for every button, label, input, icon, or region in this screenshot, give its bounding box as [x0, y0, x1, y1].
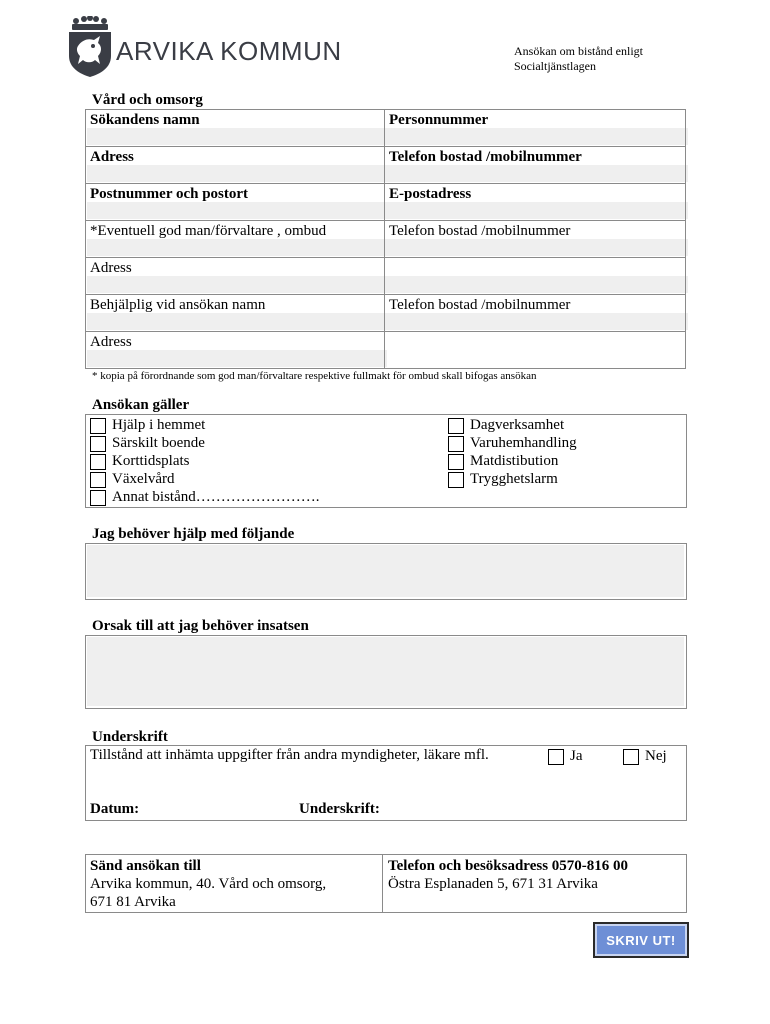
contact-title: Telefon och besöksadress 0570-816 00: [388, 858, 629, 874]
guardian-address-input[interactable]: [87, 276, 387, 293]
option-special-housing[interactable]: Särskilt boende: [90, 434, 205, 452]
section-title-reason: Orsak till att jag behöver insatsen: [92, 618, 309, 634]
helper-cell: [86, 295, 385, 332]
arvika-coat-of-arms-icon: [66, 16, 114, 78]
helper-address-cell: [86, 332, 385, 369]
address-input[interactable]: [87, 165, 387, 182]
phone-input[interactable]: [386, 165, 688, 182]
table-row: [86, 332, 686, 369]
name-cell: [86, 110, 385, 147]
helper-address-label: Adress: [90, 334, 132, 350]
option-shopping[interactable]: Varuhemhandling: [448, 434, 577, 452]
helper-input[interactable]: [87, 313, 387, 330]
name-label: Sökandens namn: [90, 112, 200, 128]
option-short-term[interactable]: Korttidsplats: [90, 452, 190, 470]
checkbox[interactable]: [448, 436, 464, 452]
table-row: [86, 184, 686, 221]
reason-textarea[interactable]: [87, 637, 684, 706]
guardian-address-label: Adress: [90, 260, 132, 276]
postal-input[interactable]: [87, 202, 387, 219]
guardian-phone-cell: [385, 221, 686, 258]
guardian-cell: [86, 221, 385, 258]
table-row: [86, 258, 686, 295]
name-input[interactable]: [87, 128, 387, 145]
phone-cell: [385, 147, 686, 184]
section-title-need: Jag behöver hjälp med följande: [92, 526, 295, 542]
guardian-extra-cell: [385, 258, 686, 295]
table-row: [86, 295, 686, 332]
sign-label: Underskrift:: [299, 801, 380, 817]
helper-phone-cell: [385, 295, 686, 332]
send-to-divider: [382, 854, 383, 912]
send-to-line1: Arvika kommun, 40. Vård och omsorg,: [90, 876, 327, 892]
checkbox[interactable]: [448, 472, 464, 488]
checkbox[interactable]: [90, 472, 106, 488]
need-textarea[interactable]: [87, 545, 684, 597]
contact-line1: Östra Esplanaden 5, 671 31 Arvika: [388, 876, 598, 892]
table-row: [86, 110, 686, 147]
helper-label: Behjälplig vid ansökan namn: [90, 297, 266, 313]
option-safety-alarm[interactable]: Trygghetslarm: [448, 470, 558, 488]
helper-phone-label: Telefon bostad /mobilnummer: [389, 297, 571, 313]
section-title-signature: Underskrift: [92, 729, 168, 745]
email-input[interactable]: [386, 202, 688, 219]
send-to-line2: 671 81 Arvika: [90, 894, 176, 910]
consent-yes[interactable]: Ja: [548, 747, 583, 765]
table-row: [86, 147, 686, 184]
guardian-input[interactable]: [87, 239, 387, 256]
section-title-care: Vård och omsorg: [92, 92, 203, 108]
address-cell: [86, 147, 385, 184]
section-title-application: Ansökan gäller: [92, 397, 190, 413]
pnr-label: Personnummer: [389, 112, 489, 128]
document-type: [514, 44, 643, 74]
helper-address-input[interactable]: [87, 350, 387, 367]
table-row: [86, 221, 686, 258]
consent-text: Tillstånd att inhämta uppgifter från andra myndigheter, läkare mfl.: [90, 747, 489, 763]
option-respite[interactable]: Växelvård: [90, 470, 174, 488]
guardian-address-cell: [86, 258, 385, 295]
pnr-cell: [385, 110, 686, 147]
footnote: * kopia på förordnande som god man/förvaltare respektive fullmakt för ombud skall bifogas ansökan: [92, 370, 537, 382]
send-to-title: Sänd ansökan till: [90, 858, 201, 874]
document-type-line1: Ansökan om bistånd enligt: [514, 44, 643, 58]
checkbox[interactable]: [623, 749, 639, 765]
pnr-input[interactable]: [386, 128, 688, 145]
send-to-address: [90, 857, 326, 911]
checkbox[interactable]: [90, 454, 106, 470]
checkbox[interactable]: [90, 418, 106, 434]
helper-phone-input[interactable]: [386, 313, 688, 330]
option-meal-distribution[interactable]: Matdistibution: [448, 452, 558, 470]
phone-label: Telefon bostad /mobilnummer: [389, 149, 582, 165]
address-label: Adress: [90, 149, 134, 165]
checkbox[interactable]: [448, 418, 464, 434]
checkbox[interactable]: [90, 490, 106, 506]
postal-cell: [86, 184, 385, 221]
logo-text: ARVIKA KOMMUN: [116, 36, 342, 66]
applicant-table: [85, 109, 686, 369]
document-type-line2: Socialtjänstlagen: [514, 59, 596, 73]
email-label: E-postadress: [389, 186, 472, 202]
guardian-phone-input[interactable]: [386, 239, 688, 256]
contact-info: [388, 857, 628, 893]
postal-label: Postnummer och postort: [90, 186, 249, 202]
checkbox[interactable]: [90, 436, 106, 452]
print-button[interactable]: SKRIV UT!: [593, 922, 689, 958]
guardian-phone-label: Telefon bostad /mobilnummer: [389, 223, 571, 239]
option-other[interactable]: Annat bistånd…………………….: [90, 488, 320, 506]
date-label: Datum:: [90, 801, 140, 817]
checkbox[interactable]: [548, 749, 564, 765]
option-day-activity[interactable]: Dagverksamhet: [448, 416, 564, 434]
checkbox[interactable]: [448, 454, 464, 470]
guardian-label: *Eventuell god man/förvaltare , ombud: [90, 223, 327, 239]
helper-extra-cell: [385, 332, 686, 369]
consent-no[interactable]: Nej: [623, 747, 667, 765]
guardian-extra-input[interactable]: [386, 276, 688, 293]
option-help-at-home[interactable]: Hjälp i hemmet: [90, 416, 205, 434]
email-cell: [385, 184, 686, 221]
